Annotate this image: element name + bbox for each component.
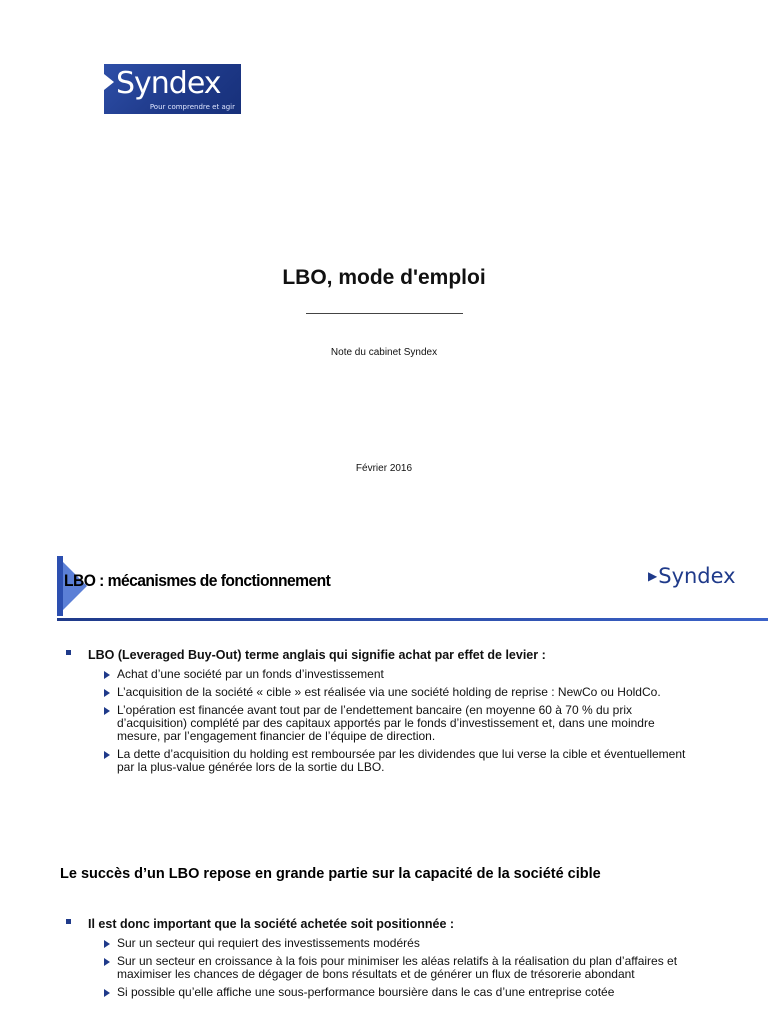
list-item-text: Achat d’une société par un fonds d’investissement bbox=[117, 667, 384, 681]
list-item bbox=[0, 686, 768, 699]
list-item bbox=[0, 704, 768, 743]
bullet-list bbox=[0, 937, 768, 999]
cover-subtitle: Note du cabinet Syndex bbox=[330, 347, 438, 358]
logo-arrow-icon bbox=[104, 74, 114, 90]
list-item bbox=[0, 937, 768, 950]
logo-tagline: Pour comprendre et agir bbox=[149, 103, 235, 111]
section-heading bbox=[0, 916, 768, 932]
syndex-logo bbox=[104, 64, 241, 114]
section-lbo-definition bbox=[0, 647, 768, 774]
list-item-text: L’acquisition de la société « cible » est réalisée via une société holding de reprise : NewCo ou HoldCo. bbox=[117, 685, 661, 699]
arrow-bullet-icon bbox=[104, 671, 110, 679]
arrow-bullet-icon bbox=[104, 940, 110, 948]
list-item bbox=[0, 748, 768, 774]
list-item-text: Si possible qu’elle affiche une sous-performance boursière dans le cas d’une entreprise cotée bbox=[117, 985, 615, 999]
bullet-list bbox=[0, 668, 768, 774]
slide-title: LBO : mécanismes de fonctionnement bbox=[64, 571, 331, 590]
slide-logo-arrow-icon: ▶ bbox=[648, 569, 658, 583]
arrow-bullet-icon bbox=[104, 689, 110, 697]
slide-title-accent bbox=[57, 556, 63, 616]
list-item-text: La dette d’acquisition du holding est remboursée par les dividendes que lui verse la cible et éventuellement par la plus-value générée lors de la sortie du LBO. bbox=[117, 747, 686, 774]
list-item-text: Sur un secteur en croissance à la fois pour minimiser les aléas relatifs à la réalisation du plan d’affaires et maximiser les chances de dégager de bons résultats et de générer un flux de trésorerie abondant bbox=[117, 954, 678, 981]
square-bullet-icon bbox=[66, 919, 71, 924]
section-heading bbox=[0, 647, 768, 663]
section-heading-text: Il est donc important que la société achetée soit positionnée : bbox=[88, 917, 455, 931]
list-item-text: Sur un secteur qui requiert des investissements modérés bbox=[117, 936, 420, 950]
section-positioning bbox=[0, 916, 768, 999]
slide-header-rule bbox=[57, 618, 768, 621]
cover-title: LBO, mode d'emploi bbox=[282, 266, 486, 289]
arrow-bullet-icon bbox=[104, 707, 110, 715]
list-item bbox=[0, 986, 768, 999]
key-statement: Le succès d’un LBO repose en grande partie sur la capacité de la société cible bbox=[60, 866, 601, 882]
arrow-bullet-icon bbox=[104, 958, 110, 966]
cover-divider bbox=[306, 313, 463, 314]
square-bullet-icon bbox=[66, 650, 71, 655]
list-item-text: L’opération est financée avant tout par de l’endettement bancaire (en moyenne 60 à 70 % du prix d’acquisition) complété par des capitaux apportés par le fonds d’investissement et, dans une moindre mesure, par l’engagement financier de l’équipe de direction. bbox=[117, 703, 655, 743]
cover-date: Février 2016 bbox=[355, 463, 413, 474]
arrow-bullet-icon bbox=[104, 751, 110, 759]
arrow-bullet-icon bbox=[104, 989, 110, 997]
list-item bbox=[0, 955, 768, 981]
slide-logo bbox=[648, 564, 736, 588]
list-item bbox=[0, 668, 768, 681]
section-heading-text: LBO (Leveraged Buy-Out) terme anglais qui signifie achat par effet de levier : bbox=[88, 648, 546, 662]
slide-logo-wordmark: Syndex bbox=[658, 564, 736, 588]
logo-wordmark: Syndex bbox=[116, 66, 221, 101]
